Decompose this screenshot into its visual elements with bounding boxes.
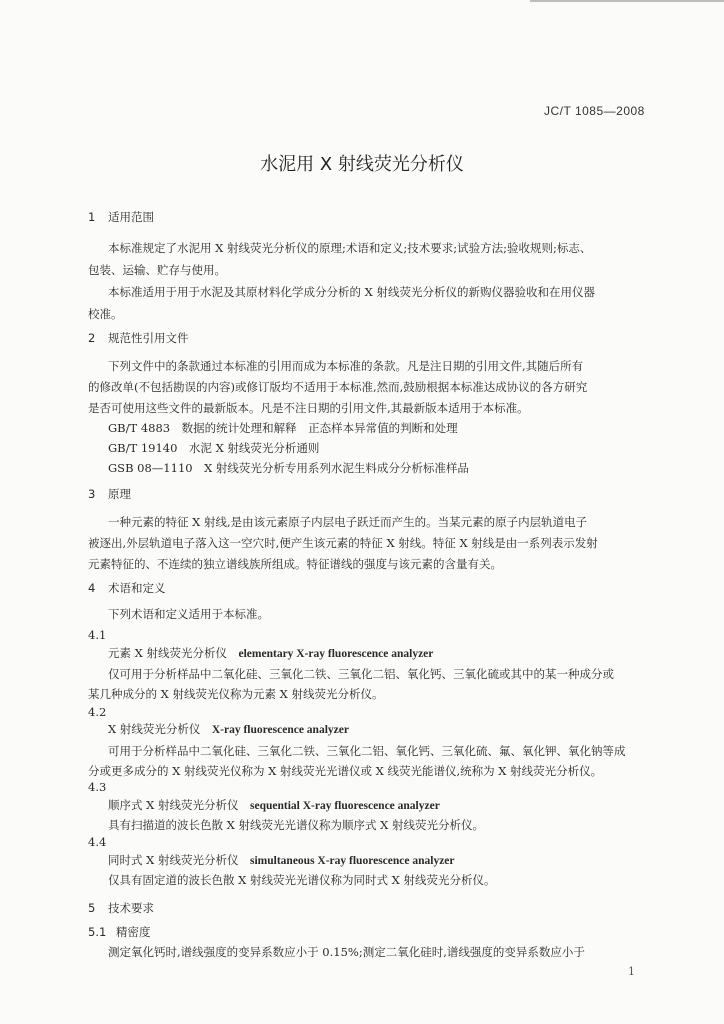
subsection-5-1-heading: 5.1 精密度 bbox=[88, 925, 151, 939]
section-3-line: 被逐出,外层轨道电子落入这一空穴时,便产生该元素的特征 X 射线。特征 X 射线是由一系列表示发射 bbox=[88, 536, 598, 550]
term-heading: 同时式 X 射线荧光分析仪 simultaneous X-ray fluorescence analyzer bbox=[108, 853, 455, 867]
standard-code: JC/T 1085—2008 bbox=[544, 104, 645, 118]
clause-number: 4.1 bbox=[88, 628, 107, 642]
term-definition-line: 可用于分析样品中二氧化硅、三氧化二铁、三氧化二铝、氧化钙、三氧化硫、氟、氧化钾、氧化钠等成 bbox=[108, 744, 626, 758]
term-definition-line: 具有扫描道的波长色散 X 射线荧光光谱仪称为顺序式 X 射线荧光分析仪。 bbox=[108, 818, 484, 832]
term-definition-line: 分或更多成分的 X 射线荧光仪称为 X 射线荧光光谱仪或 X 线荧光能谱仪,统称为 X 射线荧光分析仪。 bbox=[88, 764, 603, 778]
section-4-heading: 4 术语和定义 bbox=[88, 581, 166, 595]
term-definition-line: 仅可用于分析样品中二氧化硅、三氧化二铁、三氧化二铝、氧化钙、三氧化硫或其中的某一种成分或 bbox=[108, 667, 614, 681]
term-definition-line: 某几种成分的 X 射线荧光仪称为元素 X 射线荧光分析仪。 bbox=[88, 687, 384, 701]
clause-number: 4.4 bbox=[88, 835, 107, 849]
section-2-line: 是否可使用这些文件的最新版本。凡是不注日期的引用文件,其最新版本适用于本标准。 bbox=[88, 401, 529, 415]
section-3-line: 一种元素的特征 X 射线,是由该元素原子内层电子跃迁而产生的。当某元素的原子内层轨道电子 bbox=[108, 515, 588, 529]
section-1-line: 校准。 bbox=[88, 307, 123, 321]
document-title: 水泥用 X 射线荧光分析仪 bbox=[260, 154, 464, 175]
clause-number: 4.2 bbox=[88, 705, 107, 719]
clause-number: 4.3 bbox=[88, 780, 107, 794]
section-4-intro: 下列术语和定义适用于本标准。 bbox=[108, 607, 269, 621]
reference-item: GB/T 19140 水泥 X 射线荧光分析通则 bbox=[108, 441, 320, 455]
scan-edge-line bbox=[530, 0, 724, 2]
section-1-line: 本标准规定了水泥用 X 射线荧光分析仪的原理;术语和定义;技术要求;试验方法;验收规则;标志、 bbox=[108, 241, 592, 255]
section-1-line: 包装、运输、贮存与使用。 bbox=[88, 263, 226, 277]
section-3-line: 元素特征的、不连续的独立谱线族所组成。特征谱线的强度与该元素的含量有关。 bbox=[88, 557, 502, 571]
section-5-heading: 5 技术要求 bbox=[88, 901, 154, 915]
section-2-line: 的修改单(不包括勘误的内容)或修订版均不适用于本标准,然而,鼓励根据本标准达成协议的各方研究 bbox=[88, 380, 588, 394]
section-2-line: 下列文件中的条款通过本标准的引用而成为本标准的条款。凡是注日期的引用文件,其随后所有 bbox=[108, 359, 584, 373]
section-1-line: 本标准适用于用于水泥及其原材料化学成分分析的 X 射线荧光分析仪的新购仪器验收和在用仪器 bbox=[108, 285, 595, 299]
term-heading: 顺序式 X 射线荧光分析仪 sequential X-ray fluorescence analyzer bbox=[108, 798, 440, 812]
term-heading: 元素 X 射线荧光分析仪 elementary X-ray fluorescence analyzer bbox=[108, 646, 434, 660]
section-3-heading: 3 原理 bbox=[88, 487, 131, 501]
subsection-5-1-line: 测定氧化钙时,谱线强度的变异系数应小于 0.15%;测定二氧化硅时,谱线强度的变异系数应小于 bbox=[108, 945, 585, 959]
reference-item: GSB 08—1110 X 射线荧光分析专用系列水泥生料成分分析标准样品 bbox=[108, 461, 469, 475]
term-heading: X 射线荧光分析仪 X-ray fluorescence analyzer bbox=[108, 722, 349, 736]
reference-item: GB/T 4883 数据的统计处理和解释 正态样本异常值的判断和处理 bbox=[108, 421, 458, 435]
page-number: 1 bbox=[628, 965, 635, 978]
term-definition-line: 仅具有固定道的波长色散 X 射线荧光光谱仪称为同时式 X 射线荧光分析仪。 bbox=[108, 873, 496, 887]
section-1-heading: 1 适用范围 bbox=[88, 210, 154, 224]
section-2-heading: 2 规范性引用文件 bbox=[88, 331, 189, 345]
